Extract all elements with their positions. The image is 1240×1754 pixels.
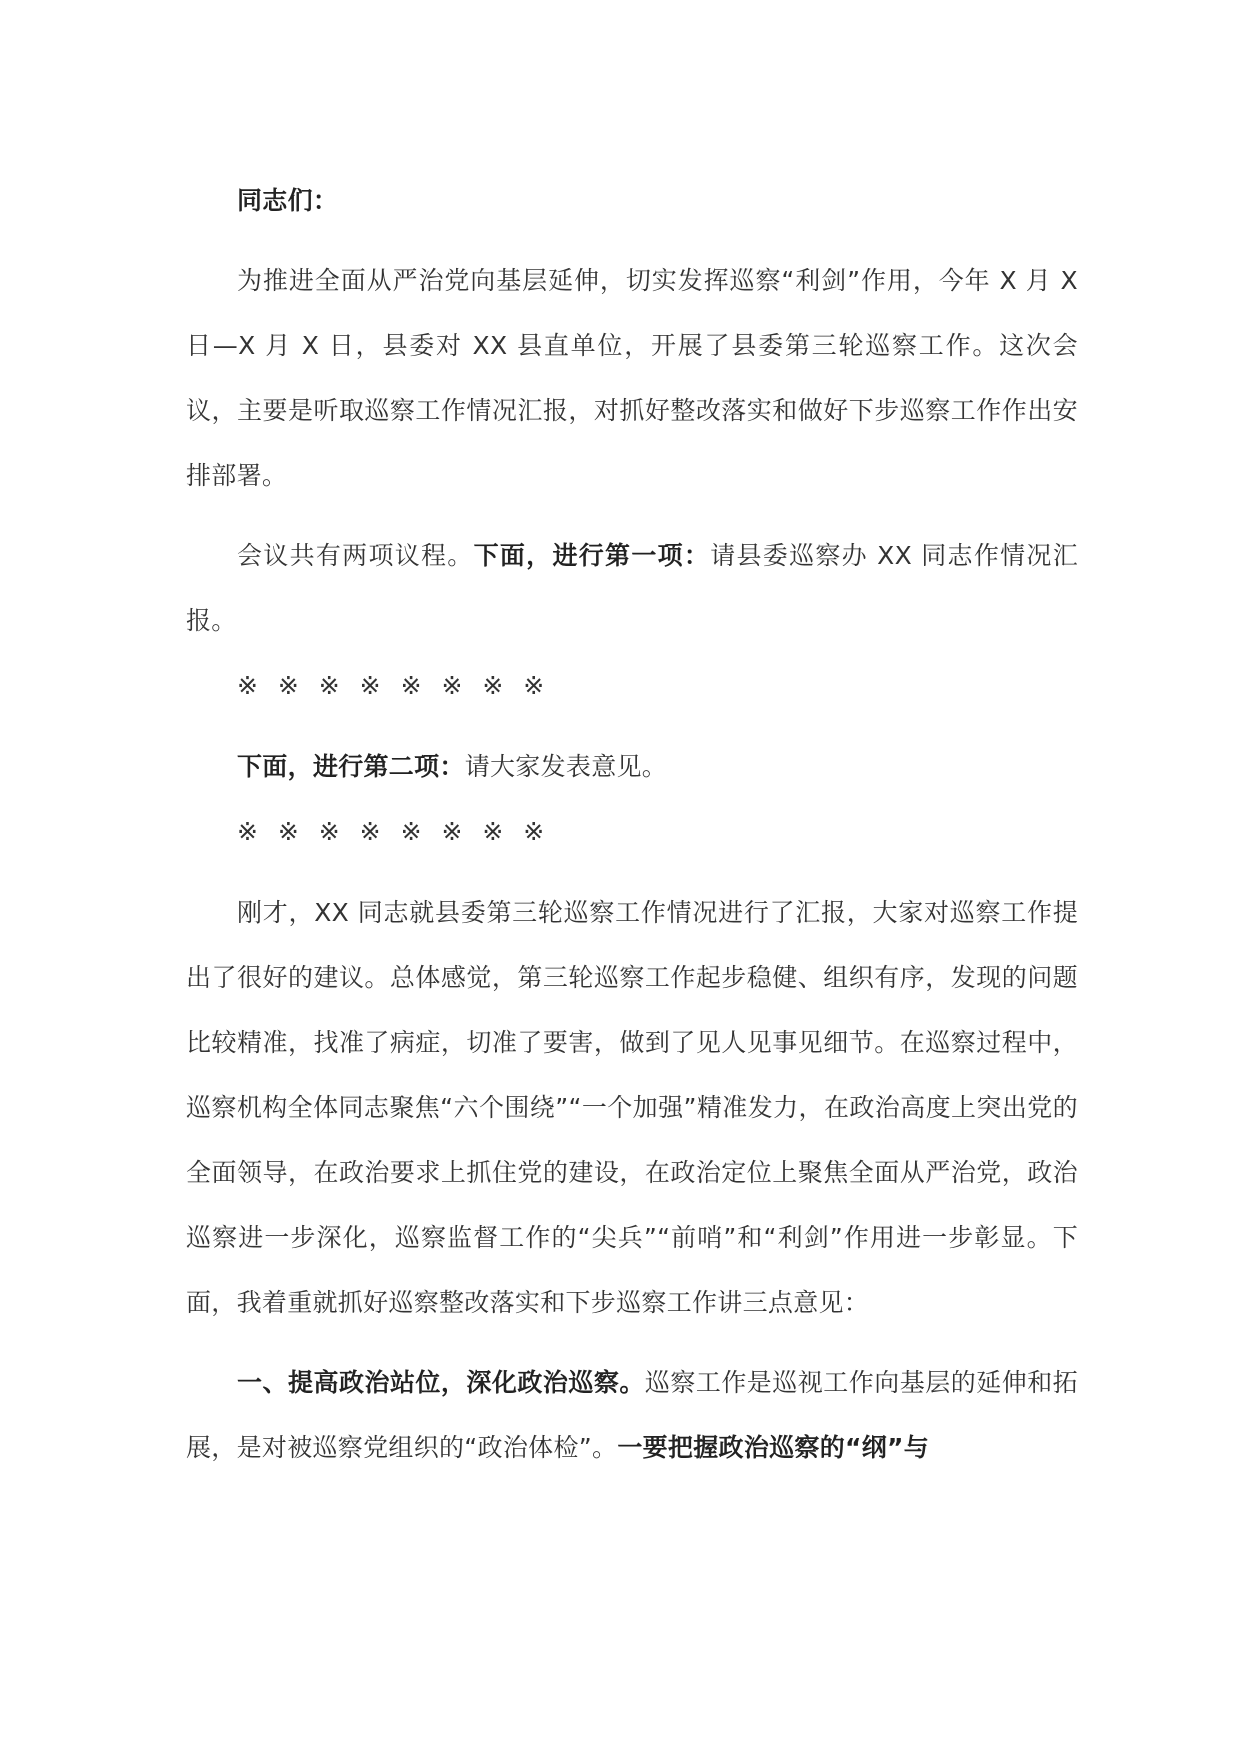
separator-line: ※ ※ ※ ※ ※ ※ ※ ※: [237, 817, 547, 846]
paragraph-agenda: [186, 523, 1078, 653]
separator-line: ※ ※ ※ ※ ※ ※ ※ ※: [237, 671, 547, 700]
paragraph-purpose: 为推进全面从严治党向基层延伸，切实发挥巡察“利剑”作用，今年 X 月 X 日—X 月 X 日，县委对 XX 县直单位，开展了县委第三轮巡察工作。这次会议，主要是听取巡察工作情况汇报，对抓好整改落实和做好下步巡察工作作出安排部署。: [186, 266, 1078, 490]
document-body: [186, 168, 1078, 1480]
agenda-item-one-label: 下面，进行第一项：: [473, 541, 711, 570]
paragraph-item-two: [186, 734, 1078, 799]
paragraph-summary: 刚才，XX 同志就县委第三轮巡察工作情况进行了汇报，大家对巡察工作提出了很好的建议。总体感觉，第三轮巡察工作起步稳健、组织有序，发现的问题比较精准，找准了病症，切准了要害，做到了见人见事见细节。在巡察过程中，巡察机构全体同志聚焦“六个围绕”“一个加强”精准发力，在政治高度上突出党的全面领导，在政治要求上抓住党的建设，在政治定位上聚焦全面从严治党，政治巡察进一步深化，巡察监督工作的“尖兵”“前哨”和“利剑”作用进一步彰显。下面，我着重就抓好巡察整改落实和下步巡察工作讲三点意见：: [186, 898, 1078, 1317]
agenda-item-two-label: 下面，进行第二项：: [237, 752, 465, 781]
agenda-intro: 会议共有两项议程。: [237, 541, 474, 570]
section-one-text: 巡察工作是巡视工作向基层的延伸和拓展，是对被巡察党组织的“政治体检”。: [186, 1368, 1078, 1462]
agenda-item-two-text: 请大家发表意见。: [464, 752, 668, 781]
paragraph-section-one: [186, 1350, 1078, 1480]
section-one-heading: 一、提高政治站位，深化政治巡察。: [237, 1368, 645, 1397]
agenda-item-one-text: 请县委巡察办 XX 同志作情况汇报。: [186, 541, 1079, 635]
salutation: 同志们：: [237, 186, 339, 215]
section-one-point-heading: 一要把握政治巡察的“纲”与: [617, 1433, 930, 1462]
